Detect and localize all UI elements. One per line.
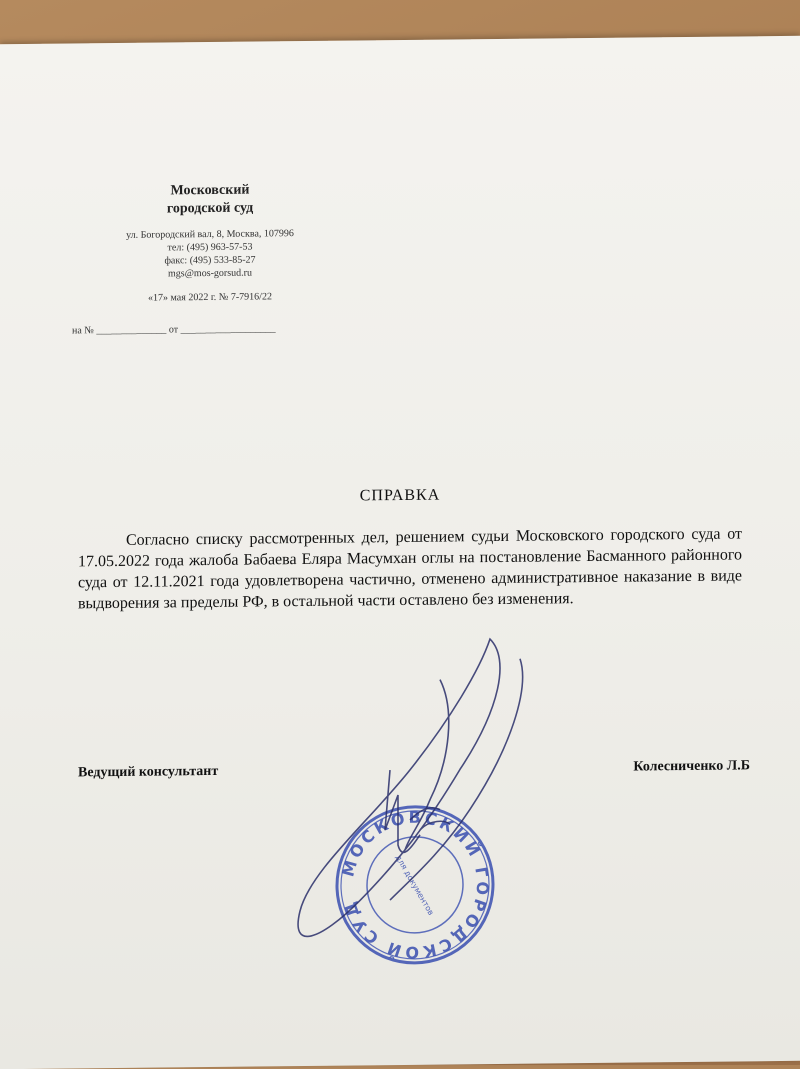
reference-line: на № ______________ от ___________________: [72, 323, 276, 337]
seal-inner-text: для документов: [393, 853, 436, 917]
seal-outer-text: МОСКОВСКИЙ ГОРОДСКОЙ СУД: [338, 807, 493, 963]
court-email: mgs@mos-gorsud.ru: [168, 267, 252, 280]
court-phone: тел: (495) 963-57-53: [167, 241, 253, 254]
court-address: ул. Богородский вал, 8, Москва, 107996: [126, 228, 294, 241]
court-contacts: [60, 226, 360, 281]
court-name-line2: городской суд: [166, 200, 254, 217]
outgoing-number: «17» мая 2022 г. № 7-7916/22: [148, 291, 272, 304]
signature-icon: [280, 619, 540, 972]
document-body: Согласно списку рассмотренных дел, решением судьи Московского городского суда от 17.05.2022 года жалоба Бабаева Еляра Масумхан оглы на постановление Басманного районного суда от 12.11.2021 года удовлетворена частично, отменено административное наказание в виде выдворения за пределы РФ, в остальной части оставлено без изменения.: [78, 525, 742, 613]
court-fax: факс: (495) 533-85-27: [164, 254, 256, 267]
signatory-name: Колесниченко Л.Б: [633, 758, 750, 775]
letterhead: [60, 180, 360, 304]
document-page: [0, 36, 800, 1069]
signatory-position: Ведущий консультант: [78, 763, 219, 781]
document-title: СПРАВКА: [359, 486, 441, 505]
court-name-line1: Московский: [170, 182, 250, 199]
handwritten-signature: [280, 619, 540, 972]
